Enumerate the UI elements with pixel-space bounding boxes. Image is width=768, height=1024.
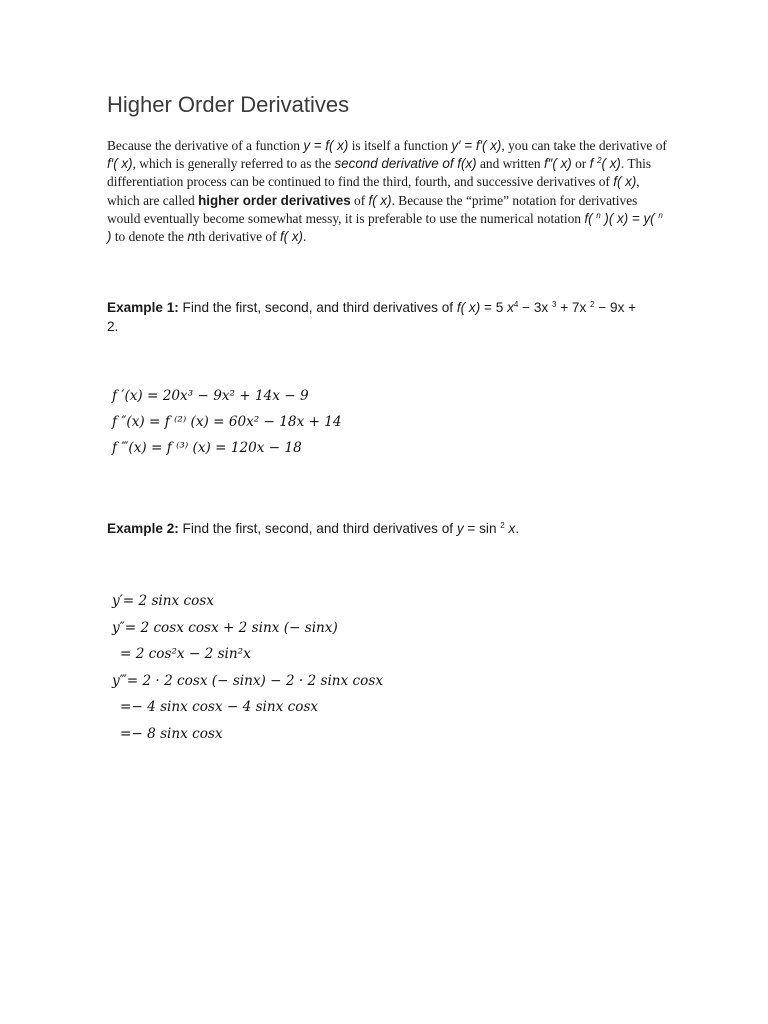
intro-text: of bbox=[350, 192, 369, 208]
math-inline: y = f( x) bbox=[303, 138, 349, 153]
math-superscript: 2 bbox=[597, 156, 602, 166]
example-text: = sin bbox=[463, 521, 501, 536]
example-text: − 9x + 2. bbox=[107, 300, 637, 334]
example-text: Find the first, second, and third derivatives of bbox=[178, 521, 457, 536]
math-superscript: 2 bbox=[590, 300, 595, 309]
intro-text: to denote the bbox=[111, 229, 188, 245]
solution-line: f ″(x) = f ⁽²⁾ (x) = 60x² − 18x + 14 bbox=[112, 414, 342, 430]
example-1-prompt bbox=[107, 298, 647, 336]
solution-line: y″= 2 cosx cosx + 2 sinx (− sinx) bbox=[112, 619, 338, 636]
math-inline: f″( x) bbox=[543, 156, 572, 172]
math-inline: f( x) bbox=[613, 174, 637, 190]
math-superscript: 2 bbox=[500, 521, 505, 530]
example-2-solution bbox=[112, 588, 383, 747]
math-superscript: 3 bbox=[551, 300, 557, 309]
intro-text: , which are called bbox=[107, 174, 640, 208]
page-title: Higher Order Derivatives bbox=[107, 92, 350, 117]
higher-order-term: higher order derivatives bbox=[198, 192, 351, 208]
solution-line: =− 8 sinx cosx bbox=[120, 725, 223, 742]
intro-text: , which is generally referred to as the bbox=[132, 156, 335, 172]
example-2-label: Example 2: bbox=[107, 521, 179, 536]
math-superscript: 4 bbox=[513, 300, 519, 309]
solution-line: = 2 cos²x − 2 sin²x bbox=[120, 646, 251, 662]
example-text: Find the first, second, and third derivatives of bbox=[178, 300, 457, 315]
example-text: + 7x bbox=[556, 300, 591, 315]
math-inline bbox=[590, 156, 621, 171]
solution-line: y‴= 2 · 2 cosx (− sinx) − 2 · 2 sinx cosx bbox=[112, 672, 383, 689]
intro-text: , you can take the derivative of bbox=[501, 138, 667, 153]
math-part: )( x) = y( bbox=[600, 210, 659, 226]
math-inline: f( x) bbox=[456, 300, 481, 315]
math-inline: y bbox=[456, 521, 464, 536]
example-1-solution bbox=[112, 383, 342, 461]
example-text: = 5 bbox=[480, 300, 508, 315]
math-tail: ( x) bbox=[601, 156, 621, 172]
intro-text: and written bbox=[476, 156, 544, 172]
intro-text: . bbox=[303, 229, 307, 245]
example-2-prompt bbox=[107, 519, 647, 538]
intro-text: . Because the “prime” notation for derivatives would eventually become somewhat messy, it is preferable to use the numerical notation bbox=[107, 192, 638, 226]
math-inline: x bbox=[507, 300, 514, 315]
intro-text: . This differentiation process can be continued to find the third, fourth, and successive derivatives of bbox=[107, 156, 652, 190]
math-base: f bbox=[589, 156, 598, 172]
math-inline: y′ = f′( x) bbox=[451, 138, 502, 153]
math-inline: f( x) bbox=[368, 192, 392, 208]
solution-line: =− 4 sinx cosx − 4 sinx cosx bbox=[120, 699, 319, 715]
intro-paragraph bbox=[107, 137, 667, 246]
solution-line: f ‴(x) = f ⁽³⁾ (x) = 120x − 18 bbox=[112, 440, 302, 456]
intro-text: is itself a function bbox=[348, 138, 452, 153]
example-text: . bbox=[515, 521, 520, 536]
math-inline: x bbox=[504, 521, 516, 536]
math-part: f( bbox=[584, 210, 597, 226]
second-derivative-term: second derivative of f(x) bbox=[334, 156, 477, 172]
intro-text: Because the derivative of a function bbox=[107, 138, 304, 153]
intro-text: or bbox=[571, 156, 590, 172]
solution-line: y′= 2 sinx cosx bbox=[112, 593, 214, 609]
math-inline: n bbox=[187, 229, 195, 245]
math-part: ) bbox=[107, 229, 112, 245]
solution-line: f ′(x) = 20x³ − 9x² + 14x − 9 bbox=[112, 388, 309, 404]
math-inline: f′( x) bbox=[107, 156, 133, 172]
math-inline: f( x) bbox=[279, 229, 303, 245]
example-text: − 3x bbox=[518, 300, 552, 315]
example-1-label: Example 1: bbox=[107, 300, 179, 315]
math-superscript: n bbox=[596, 210, 601, 220]
math-superscript: n bbox=[658, 210, 663, 220]
intro-text: th derivative of bbox=[194, 229, 280, 245]
